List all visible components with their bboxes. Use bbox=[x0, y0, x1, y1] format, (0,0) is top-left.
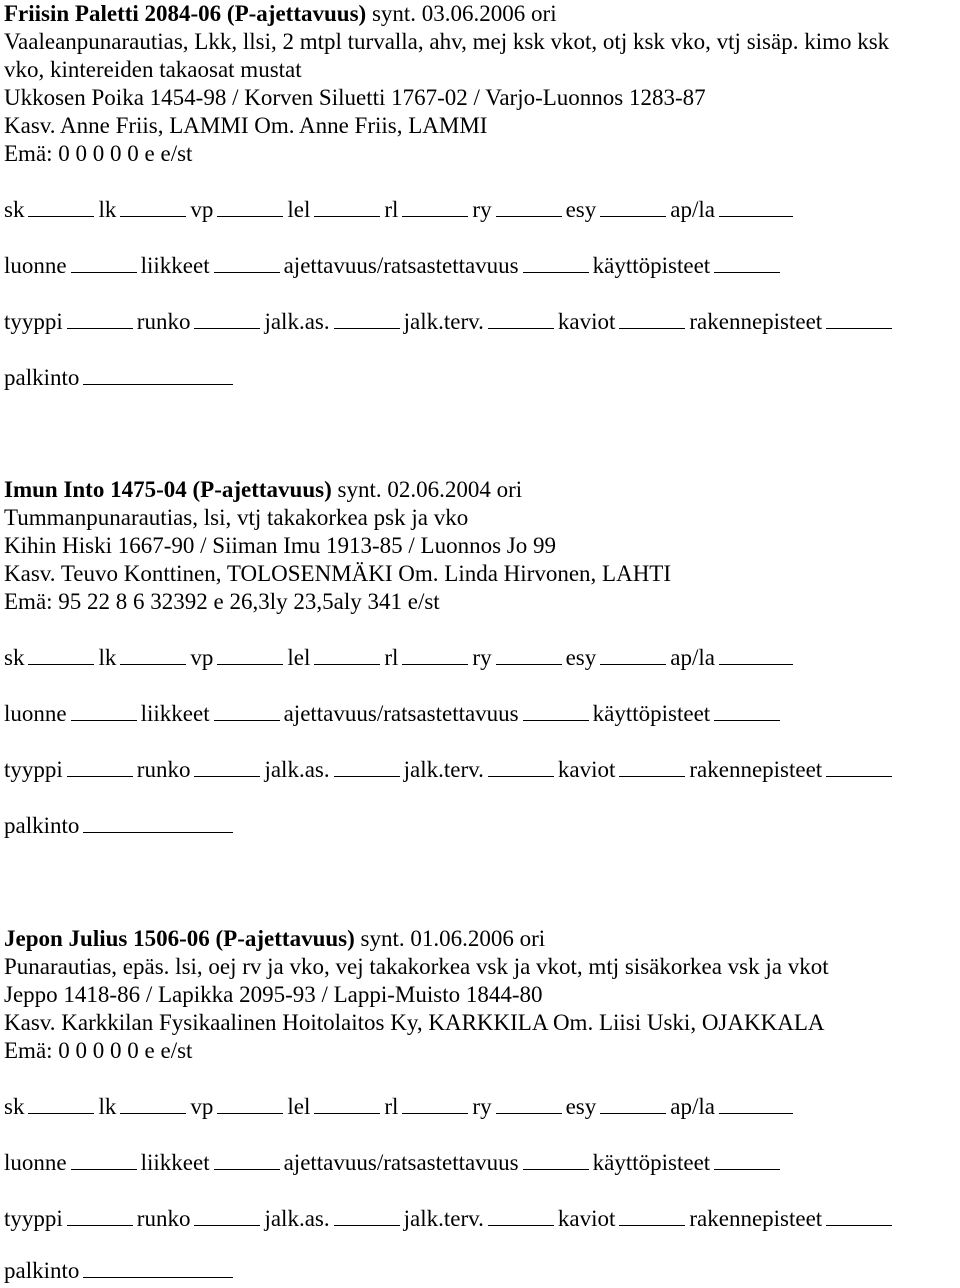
field-label: rakennepisteet bbox=[689, 309, 823, 334]
field-blank[interactable] bbox=[71, 702, 137, 721]
field-blank[interactable] bbox=[28, 1095, 94, 1114]
entry-header bbox=[4, 476, 954, 504]
field-label: lel bbox=[287, 645, 311, 670]
field-blank[interactable] bbox=[217, 198, 283, 217]
field-label: tyyppi bbox=[4, 757, 63, 782]
field-blank[interactable] bbox=[619, 1207, 685, 1226]
field-blank[interactable] bbox=[523, 254, 589, 273]
field-label: jalk.as. bbox=[264, 757, 330, 782]
field-label: esy bbox=[565, 197, 597, 222]
field-label: jalk.as. bbox=[264, 1206, 330, 1231]
field-label: jalk.terv. bbox=[403, 309, 484, 334]
field-blank[interactable] bbox=[194, 310, 260, 329]
field-label: liikkeet bbox=[140, 253, 210, 278]
field-blank[interactable] bbox=[120, 646, 186, 665]
description-line: Vaaleanpunarautias, Lkk, llsi, 2 mtpl turvalla, ahv, mej ksk vkot, otj ksk vko, vtj sisäp. kimo ksk bbox=[4, 29, 890, 54]
field-blank[interactable] bbox=[217, 646, 283, 665]
field-blank[interactable] bbox=[719, 198, 793, 217]
field-blank[interactable] bbox=[67, 758, 133, 777]
field-label: rakennepisteet bbox=[689, 757, 823, 782]
field-blank[interactable] bbox=[314, 198, 380, 217]
field-label: ry bbox=[472, 197, 492, 222]
pedigree: Jeppo 1418-86 / Lapikka 2095-93 / Lappi-Muisto 1844-80 bbox=[4, 982, 543, 1007]
field-label: vp bbox=[190, 197, 214, 222]
dam-record: Emä: 0 0 0 0 0 e e/st bbox=[4, 141, 193, 166]
field-blank[interactable] bbox=[120, 1095, 186, 1114]
score-row-3 bbox=[4, 308, 896, 336]
field-blank[interactable] bbox=[28, 646, 94, 665]
field-blank[interactable] bbox=[67, 310, 133, 329]
field-label: palkinto bbox=[4, 813, 80, 838]
field-blank[interactable] bbox=[488, 758, 554, 777]
birth-info: synt. 01.06.2006 ori bbox=[360, 926, 546, 951]
horse-entry bbox=[4, 476, 954, 838]
field-label: rakennepisteet bbox=[689, 1206, 823, 1231]
field-blank[interactable] bbox=[402, 646, 468, 665]
dam-record: Emä: 95 22 8 6 32392 e 26,3ly 23,5aly 341 e/st bbox=[4, 589, 440, 614]
field-label: liikkeet bbox=[140, 701, 210, 726]
field-blank[interactable] bbox=[826, 310, 892, 329]
field-blank[interactable] bbox=[826, 1207, 892, 1226]
field-blank[interactable] bbox=[714, 254, 780, 273]
field-blank[interactable] bbox=[619, 758, 685, 777]
field-blank[interactable] bbox=[83, 814, 233, 833]
horse-entry bbox=[4, 0, 954, 390]
field-label: runko bbox=[136, 309, 191, 334]
field-label: jalk.as. bbox=[264, 309, 330, 334]
field-blank[interactable] bbox=[334, 758, 400, 777]
field-label: sk bbox=[4, 197, 25, 222]
field-label: ap/la bbox=[670, 1094, 715, 1119]
pedigree: Ukkosen Poika 1454-98 / Korven Siluetti 1767-02 / Varjo-Luonnos 1283-87 bbox=[4, 85, 706, 110]
field-label: esy bbox=[565, 645, 597, 670]
score-row-1 bbox=[4, 196, 797, 224]
field-label: luonne bbox=[4, 253, 67, 278]
score-row-2 bbox=[4, 252, 784, 280]
dam-record: Emä: 0 0 0 0 0 e e/st bbox=[4, 1038, 193, 1063]
field-label: käyttöpisteet bbox=[592, 253, 711, 278]
field-label: palkinto bbox=[4, 1258, 80, 1283]
field-label: ajettavuus/ratsastettavuus bbox=[283, 701, 519, 726]
horse-name: Friisin Paletti 2084-06 (P-ajettavuus) bbox=[4, 1, 367, 26]
field-blank[interactable] bbox=[714, 702, 780, 721]
field-label: ap/la bbox=[670, 197, 715, 222]
field-label: vp bbox=[190, 1094, 214, 1119]
field-blank[interactable] bbox=[71, 254, 137, 273]
field-blank[interactable] bbox=[314, 646, 380, 665]
field-label: ry bbox=[472, 1094, 492, 1119]
breeder-owner: Kasv. Teuvo Konttinen, TOLOSENMÄKI Om. Linda Hirvonen, LAHTI bbox=[4, 561, 672, 586]
field-label: lk bbox=[98, 1094, 117, 1119]
field-label: esy bbox=[565, 1094, 597, 1119]
field-label: tyyppi bbox=[4, 1206, 63, 1231]
horse-name: Jepon Julius 1506-06 (P-ajettavuus) bbox=[4, 926, 355, 951]
field-label: jalk.terv. bbox=[403, 1206, 484, 1231]
field-blank[interactable] bbox=[719, 1095, 793, 1114]
field-blank[interactable] bbox=[600, 646, 666, 665]
field-blank[interactable] bbox=[402, 1095, 468, 1114]
field-label: sk bbox=[4, 1094, 25, 1119]
birth-info: synt. 02.06.2004 ori bbox=[337, 477, 523, 502]
field-blank[interactable] bbox=[523, 702, 589, 721]
field-label: luonne bbox=[4, 701, 67, 726]
field-blank[interactable] bbox=[217, 1095, 283, 1114]
field-blank[interactable] bbox=[83, 366, 233, 385]
field-blank[interactable] bbox=[600, 1095, 666, 1114]
field-blank[interactable] bbox=[67, 1207, 133, 1226]
entry-header bbox=[4, 925, 954, 953]
horse-name: Imun Into 1475-04 (P-ajettavuus) bbox=[4, 477, 332, 502]
field-label: palkinto bbox=[4, 365, 80, 390]
field-blank[interactable] bbox=[496, 198, 562, 217]
field-label: jalk.terv. bbox=[403, 757, 484, 782]
description-line: Punarautias, epäs. lsi, oej rv ja vko, vej takakorkea vsk ja vkot, mtj sisäkorkea vsk ja vkot bbox=[4, 954, 829, 979]
field-label: kaviot bbox=[557, 1206, 616, 1231]
field-blank[interactable] bbox=[402, 198, 468, 217]
field-label: vp bbox=[190, 645, 214, 670]
score-row-4 bbox=[4, 1257, 237, 1285]
field-blank[interactable] bbox=[496, 1095, 562, 1114]
field-blank[interactable] bbox=[714, 1151, 780, 1170]
score-row-1 bbox=[4, 644, 797, 672]
field-blank[interactable] bbox=[619, 310, 685, 329]
field-label: tyyppi bbox=[4, 309, 63, 334]
field-label: rl bbox=[384, 197, 399, 222]
entry-header bbox=[4, 0, 954, 28]
field-blank[interactable] bbox=[194, 758, 260, 777]
score-row-4 bbox=[4, 364, 237, 392]
field-label: käyttöpisteet bbox=[592, 701, 711, 726]
field-label: runko bbox=[136, 757, 191, 782]
field-blank[interactable] bbox=[488, 1207, 554, 1226]
field-label: rl bbox=[384, 645, 399, 670]
field-blank[interactable] bbox=[719, 646, 793, 665]
description-line: vko, kintereiden takaosat mustat bbox=[4, 57, 302, 82]
field-label: ajettavuus/ratsastettavuus bbox=[283, 1150, 519, 1175]
field-blank[interactable] bbox=[214, 1151, 280, 1170]
score-row-2 bbox=[4, 1149, 784, 1177]
field-label: sk bbox=[4, 645, 25, 670]
field-blank[interactable] bbox=[496, 646, 562, 665]
field-label: lk bbox=[98, 645, 117, 670]
field-label: kaviot bbox=[557, 309, 616, 334]
field-label: lel bbox=[287, 197, 311, 222]
field-blank[interactable] bbox=[71, 1151, 137, 1170]
score-row-4 bbox=[4, 812, 237, 840]
field-blank[interactable] bbox=[600, 198, 666, 217]
field-blank[interactable] bbox=[523, 1151, 589, 1170]
breeder-owner: Kasv. Anne Friis, LAMMI Om. Anne Friis, LAMMI bbox=[4, 113, 488, 138]
field-label: käyttöpisteet bbox=[592, 1150, 711, 1175]
score-row-2 bbox=[4, 700, 784, 728]
score-row-3 bbox=[4, 756, 896, 784]
birth-info: synt. 03.06.2006 ori bbox=[371, 1, 557, 26]
field-label: ap/la bbox=[670, 645, 715, 670]
field-label: luonne bbox=[4, 1150, 67, 1175]
field-label: ry bbox=[472, 645, 492, 670]
field-blank[interactable] bbox=[214, 254, 280, 273]
field-label: runko bbox=[136, 1206, 191, 1231]
breeder-owner: Kasv. Karkkilan Fysikaalinen Hoitolaitos Ky, KARKKILA Om. Liisi Uski, OJAKKALA bbox=[4, 1010, 825, 1035]
field-label: kaviot bbox=[557, 757, 616, 782]
field-blank[interactable] bbox=[120, 198, 186, 217]
field-label: liikkeet bbox=[140, 1150, 210, 1175]
field-label: rl bbox=[384, 1094, 399, 1119]
field-label: lk bbox=[98, 197, 117, 222]
field-blank[interactable] bbox=[334, 310, 400, 329]
field-blank[interactable] bbox=[314, 1095, 380, 1114]
field-blank[interactable] bbox=[83, 1259, 233, 1278]
field-label: lel bbox=[287, 1094, 311, 1119]
field-blank[interactable] bbox=[194, 1207, 260, 1226]
horse-entry bbox=[4, 925, 954, 1283]
description-line: Tummanpunarautias, lsi, vtj takakorkea psk ja vko bbox=[4, 505, 469, 530]
field-blank[interactable] bbox=[334, 1207, 400, 1226]
field-label: ajettavuus/ratsastettavuus bbox=[283, 253, 519, 278]
field-blank[interactable] bbox=[214, 702, 280, 721]
field-blank[interactable] bbox=[488, 310, 554, 329]
field-blank[interactable] bbox=[28, 198, 94, 217]
score-row-3 bbox=[4, 1205, 896, 1233]
field-blank[interactable] bbox=[826, 758, 892, 777]
score-row-1 bbox=[4, 1093, 797, 1121]
pedigree: Kihin Hiski 1667-90 / Siiman Imu 1913-85 / Luonnos Jo 99 bbox=[4, 533, 556, 558]
